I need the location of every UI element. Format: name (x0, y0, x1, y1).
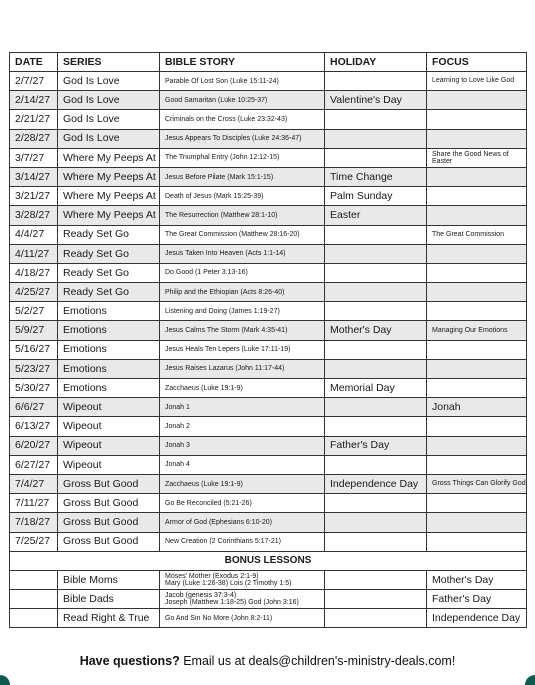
bonus-lessons-header: BONUS LESSONS (10, 551, 527, 570)
table-row (10, 129, 527, 148)
holiday-cell (325, 417, 427, 436)
date-cell (10, 570, 58, 589)
holiday-cell: Easter (325, 206, 427, 225)
bible-story-cell: Go Be Reconciled (5:21-26) (160, 494, 325, 513)
bible-story-cell: Jonah 2 (160, 417, 325, 436)
bible-story-cell: Jesus Taken Into Heaven (Acts 1:1-14) (160, 244, 325, 263)
bible-story-line: Jacob (genesis 37:3-4) (165, 591, 237, 599)
bible-story-cell: Criminals on the Cross (Luke 23:32-43) (160, 110, 325, 129)
bible-story-cell: Jesus Appears To Disciples (Luke 24:36-47) (160, 129, 325, 148)
series-cell: God Is Love (58, 91, 160, 110)
bible-story-line: Joseph (Matthew 1:18-25) God (John 3:16) (165, 599, 299, 607)
focus-cell (427, 379, 527, 398)
focus-cell (427, 283, 527, 302)
table-row (10, 455, 527, 474)
focus-cell: Gross Things Can Glorify God (427, 474, 527, 493)
table-row (10, 225, 527, 244)
series-cell: Read Right & True (58, 609, 160, 628)
holiday-cell (325, 129, 427, 148)
focus-cell (427, 359, 527, 378)
series-cell: Emotions (58, 359, 160, 378)
holiday-cell: Father's Day (325, 436, 427, 455)
holiday-cell: Independence Day (325, 474, 427, 493)
bible-story-cell: Do Good (1 Peter 3:13-16) (160, 263, 325, 282)
focus-cell (427, 91, 527, 110)
focus-cell (427, 167, 527, 186)
table-row (10, 340, 527, 359)
bible-story-cell: Jonah 1 (160, 398, 325, 417)
bible-story-cell: Zacchaeus (Luke 19:1-9) (160, 379, 325, 398)
table-row (10, 359, 527, 378)
table-row (10, 167, 527, 186)
holiday-cell (325, 148, 427, 167)
series-cell: Gross But Good (58, 494, 160, 513)
focus-cell: The Great Commission (427, 225, 527, 244)
holiday-cell (325, 340, 427, 359)
focus-cell (427, 129, 527, 148)
bible-story-cell: New Creation (2 Corinthians 5:17-21) (160, 532, 325, 551)
date-cell: 3/28/27 (10, 206, 58, 225)
table-row (10, 187, 527, 206)
column-header-series: SERIES (58, 53, 160, 72)
bonus-lesson-row (10, 570, 527, 589)
focus-cell (427, 494, 527, 513)
date-cell: 6/13/27 (10, 417, 58, 436)
bible-story-cell: Death of Jesus (Mark 15:25-39) (160, 187, 325, 206)
focus-cell (427, 244, 527, 263)
date-cell: 5/30/27 (10, 379, 58, 398)
bonus-lessons-header-row (10, 551, 527, 570)
focus-cell (427, 263, 527, 282)
date-cell: 4/25/27 (10, 283, 58, 302)
series-cell: Gross But Good (58, 474, 160, 493)
focus-cell: Independence Day (427, 609, 527, 628)
date-cell: 3/7/27 (10, 148, 58, 167)
table-row (10, 244, 527, 263)
date-cell: 2/14/27 (10, 91, 58, 110)
table-row (10, 474, 527, 493)
date-cell: 7/18/27 (10, 513, 58, 532)
series-cell: Ready Set Go (58, 283, 160, 302)
series-cell: God Is Love (58, 72, 160, 91)
series-cell: Where My Peeps At (58, 148, 160, 167)
holiday-cell: Time Change (325, 167, 427, 186)
bible-story-cell: The Triumphal Entry (John 12:12-15) (160, 148, 325, 167)
focus-cell (427, 532, 527, 551)
table-row (10, 110, 527, 129)
table-row (10, 302, 527, 321)
column-header-date: DATE (10, 53, 58, 72)
table-row (10, 283, 527, 302)
series-cell: Wipeout (58, 417, 160, 436)
holiday-cell (325, 110, 427, 129)
holiday-cell (325, 590, 427, 609)
date-cell: 7/25/27 (10, 532, 58, 551)
date-cell (10, 590, 58, 609)
table-row (10, 398, 527, 417)
table-row (10, 513, 527, 532)
holiday-cell (325, 455, 427, 474)
series-cell: Wipeout (58, 436, 160, 455)
date-cell: 7/11/27 (10, 494, 58, 513)
holiday-cell (325, 283, 427, 302)
date-cell: 3/14/27 (10, 167, 58, 186)
series-cell: Gross But Good (58, 513, 160, 532)
series-cell: Emotions (58, 340, 160, 359)
focus-cell (427, 187, 527, 206)
table-row (10, 417, 527, 436)
schedule-body (10, 72, 527, 628)
table-row (10, 206, 527, 225)
series-cell: Ready Set Go (58, 244, 160, 263)
date-cell: 7/4/27 (10, 474, 58, 493)
focus-cell: Managing Our Emotions (427, 321, 527, 340)
holiday-cell (325, 244, 427, 263)
bible-story-cell (160, 609, 325, 628)
holiday-cell (325, 359, 427, 378)
bonus-lesson-row (10, 609, 527, 628)
table-row (10, 532, 527, 551)
date-cell: 3/21/27 (10, 187, 58, 206)
contact-footer (0, 654, 535, 668)
holiday-cell: Palm Sunday (325, 187, 427, 206)
column-header-focus: FOCUS (427, 53, 527, 72)
focus-cell: Learning to Love Like God (427, 72, 527, 91)
bible-story-cell: Good Samaritan (Luke 10:25-37) (160, 91, 325, 110)
holiday-cell (325, 398, 427, 417)
bible-story-cell: Zacchaeus (Luke 19:1-9) (160, 474, 325, 493)
footer-contact: Email us at deals@children's-ministry-deals.com! (183, 654, 456, 668)
bible-story-cell: Jesus Raises Lazarus (John 11:17-44) (160, 359, 325, 378)
series-cell: God Is Love (58, 129, 160, 148)
focus-cell (427, 302, 527, 321)
date-cell: 2/21/27 (10, 110, 58, 129)
focus-cell: Share the Good News of Easter (427, 148, 527, 167)
series-cell: Ready Set Go (58, 225, 160, 244)
date-cell: 5/9/27 (10, 321, 58, 340)
table-row (10, 436, 527, 455)
holiday-cell (325, 225, 427, 244)
table-header-row (10, 53, 527, 72)
series-cell: Gross But Good (58, 532, 160, 551)
holiday-cell (325, 263, 427, 282)
holiday-cell: Valentine's Day (325, 91, 427, 110)
column-header-holiday: HOLIDAY (325, 53, 427, 72)
focus-cell: Jonah (427, 398, 527, 417)
date-cell: 6/20/27 (10, 436, 58, 455)
date-cell: 2/7/27 (10, 72, 58, 91)
date-cell: 2/28/27 (10, 129, 58, 148)
series-cell: Where My Peeps At (58, 206, 160, 225)
bible-story-cell: Jonah 4 (160, 455, 325, 474)
focus-cell (427, 340, 527, 359)
bible-story-cell: Armor of God (Ephesians 6:10-20) (160, 513, 325, 532)
series-cell: Where My Peeps At (58, 187, 160, 206)
date-cell: 5/16/27 (10, 340, 58, 359)
bible-story-cell: Jesus Before Pilate (Mark 15:1-15) (160, 167, 325, 186)
bible-story-cell: Philip and the Ethiopian (Acts 8:26-40) (160, 283, 325, 302)
series-cell: Where My Peeps At (58, 167, 160, 186)
footer-question: Have questions? (79, 654, 180, 668)
focus-cell (427, 455, 527, 474)
focus-cell (427, 513, 527, 532)
holiday-cell (325, 302, 427, 321)
date-cell: 5/23/27 (10, 359, 58, 378)
bible-story-line: Go And Sin No More (John 8:2-11) (165, 614, 273, 622)
series-cell: Bible Moms (58, 570, 160, 589)
lesson-schedule-table (9, 52, 527, 628)
table-row (10, 379, 527, 398)
holiday-cell: Memorial Day (325, 379, 427, 398)
bible-story-line: Mary (Luke 1:26-38) Lois (2 Timothy 1:5) (165, 579, 292, 587)
table-row (10, 72, 527, 91)
table-row (10, 494, 527, 513)
bible-story-cell: Jonah 3 (160, 436, 325, 455)
bible-story-cell: Jesus Heals Ten Lepers (Luke 17:11-19) (160, 340, 325, 359)
series-cell: God Is Love (58, 110, 160, 129)
series-cell: Wipeout (58, 455, 160, 474)
series-cell: Emotions (58, 321, 160, 340)
bible-story-cell (160, 590, 325, 609)
series-cell: Emotions (58, 379, 160, 398)
date-cell: 4/11/27 (10, 244, 58, 263)
bible-story-cell: Listening and Doing (James 1:19-27) (160, 302, 325, 321)
bible-story-cell (160, 570, 325, 589)
bible-story-cell: Jesus Calms The Storm (Mark 4:35-41) (160, 321, 325, 340)
series-cell: Wipeout (58, 398, 160, 417)
series-cell: Bible Dads (58, 590, 160, 609)
holiday-cell: Mother's Day (325, 321, 427, 340)
series-cell: Emotions (58, 302, 160, 321)
focus-cell (427, 417, 527, 436)
focus-cell: Father's Day (427, 590, 527, 609)
holiday-cell (325, 72, 427, 91)
bible-story-cell: The Resurrection (Matthew 28:1-10) (160, 206, 325, 225)
holiday-cell (325, 570, 427, 589)
holiday-cell (325, 494, 427, 513)
focus-cell (427, 436, 527, 455)
date-cell: 6/27/27 (10, 455, 58, 474)
table-row (10, 148, 527, 167)
date-cell: 4/18/27 (10, 263, 58, 282)
table-row (10, 263, 527, 282)
bible-story-cell: The Great Commission (Matthew 28:16-20) (160, 225, 325, 244)
bonus-lesson-row (10, 590, 527, 609)
holiday-cell (325, 609, 427, 628)
table-row (10, 321, 527, 340)
date-cell: 6/6/27 (10, 398, 58, 417)
date-cell: 5/2/27 (10, 302, 58, 321)
bible-story-cell: Parable Of Lost Son (Luke 15:11-24) (160, 72, 325, 91)
date-cell: 4/4/27 (10, 225, 58, 244)
focus-cell (427, 206, 527, 225)
focus-cell (427, 110, 527, 129)
focus-cell: Mother's Day (427, 570, 527, 589)
holiday-cell (325, 532, 427, 551)
series-cell: Ready Set Go (58, 263, 160, 282)
column-header-bible-story: BIBLE STORY (160, 53, 325, 72)
holiday-cell (325, 513, 427, 532)
bible-story-line: Moses' Mother (Exodus 2:1-9) (165, 572, 259, 580)
date-cell (10, 609, 58, 628)
table-row (10, 91, 527, 110)
